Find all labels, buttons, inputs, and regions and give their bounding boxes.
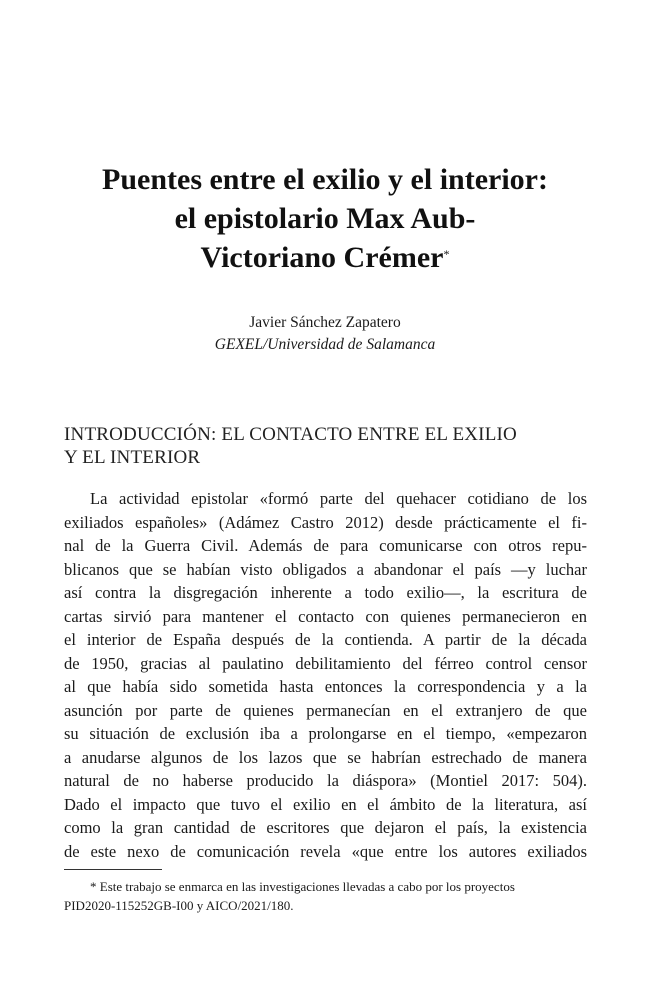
body-line: el interior de España después de la contienda. A partir de la década (64, 630, 587, 649)
title-line-3 (60, 238, 590, 277)
body-line: de 1950, gracias al paulatino debilitamiento del férreo control censor (64, 653, 587, 673)
body-line: al que había sido sometida hasta entonces la correspondencia y a la (64, 677, 587, 696)
body-line: exiliados españoles» (Adámez Castro 2012) desde prácticamente el fi- (64, 512, 587, 532)
title-line-2: el epistolario Max Aub- (174, 202, 476, 235)
body-line: natural de no haberse producido la diáspora» (Montiel 2017: 504). (64, 771, 587, 790)
body-line: Dado el impacto que tuvo el exilio en el ámbito de la literatura, así (64, 794, 587, 814)
title-footnote-marker[interactable]: * (443, 247, 450, 261)
title-line-1: Puentes entre el exilio y el interior: (102, 163, 548, 196)
body-paragraph (64, 487, 587, 863)
footnote-separator (64, 869, 162, 870)
body-line: nal de la Guerra Civil. Además de para comunicarse con otros repu- (64, 536, 587, 555)
body-line: cartas sirvió para mantener el contacto con quienes permanecieron en (64, 606, 587, 626)
article-title (60, 160, 590, 277)
body-line: su situación de exclusión iba a prolongarse en el tiempo, «empezaron (64, 724, 587, 743)
section-heading-line-2: Y EL INTERIOR (64, 447, 201, 468)
title-line-3-text: Victoriano Crémer (200, 241, 444, 274)
footnote-line-2: PID2020-115252GB-I00 y AICO/2021/180. (64, 898, 294, 913)
body-line: así contra la disgregación inherente a todo exilio—, la escritura de (64, 583, 587, 602)
body-line: como la gran cantidad de escritores que dejaron el país, la existencia (64, 818, 587, 837)
body-line: asunción por parte de quienes permanecían en el extranjero de que (64, 700, 587, 720)
body-line: a anudarse algunos de los lazos que se habrían estrechado de manera (64, 747, 587, 767)
body-line: blicanos que se habían visto obligados a abandonar el país —y luchar (64, 559, 587, 579)
section-heading (64, 423, 604, 469)
author-affiliation: GEXEL/Universidad de Salamanca (214, 336, 436, 353)
body-line: La actividad epistolar «formó parte del quehacer cotidiano de los (90, 489, 587, 508)
author-block (60, 312, 590, 356)
body-line: de este nexo de comunicación revela «que entre los autores exiliados (64, 841, 587, 861)
footnote-line-1: * Este trabajo se enmarca en las investigaciones llevadas a cabo por los proyectos (90, 879, 515, 894)
author-name: Javier Sánchez Zapatero (249, 314, 401, 331)
section-heading-line-1: INTRODUCCIÓN: EL CONTACTO ENTRE EL EXILIO (64, 424, 517, 445)
footnote (64, 877, 587, 915)
